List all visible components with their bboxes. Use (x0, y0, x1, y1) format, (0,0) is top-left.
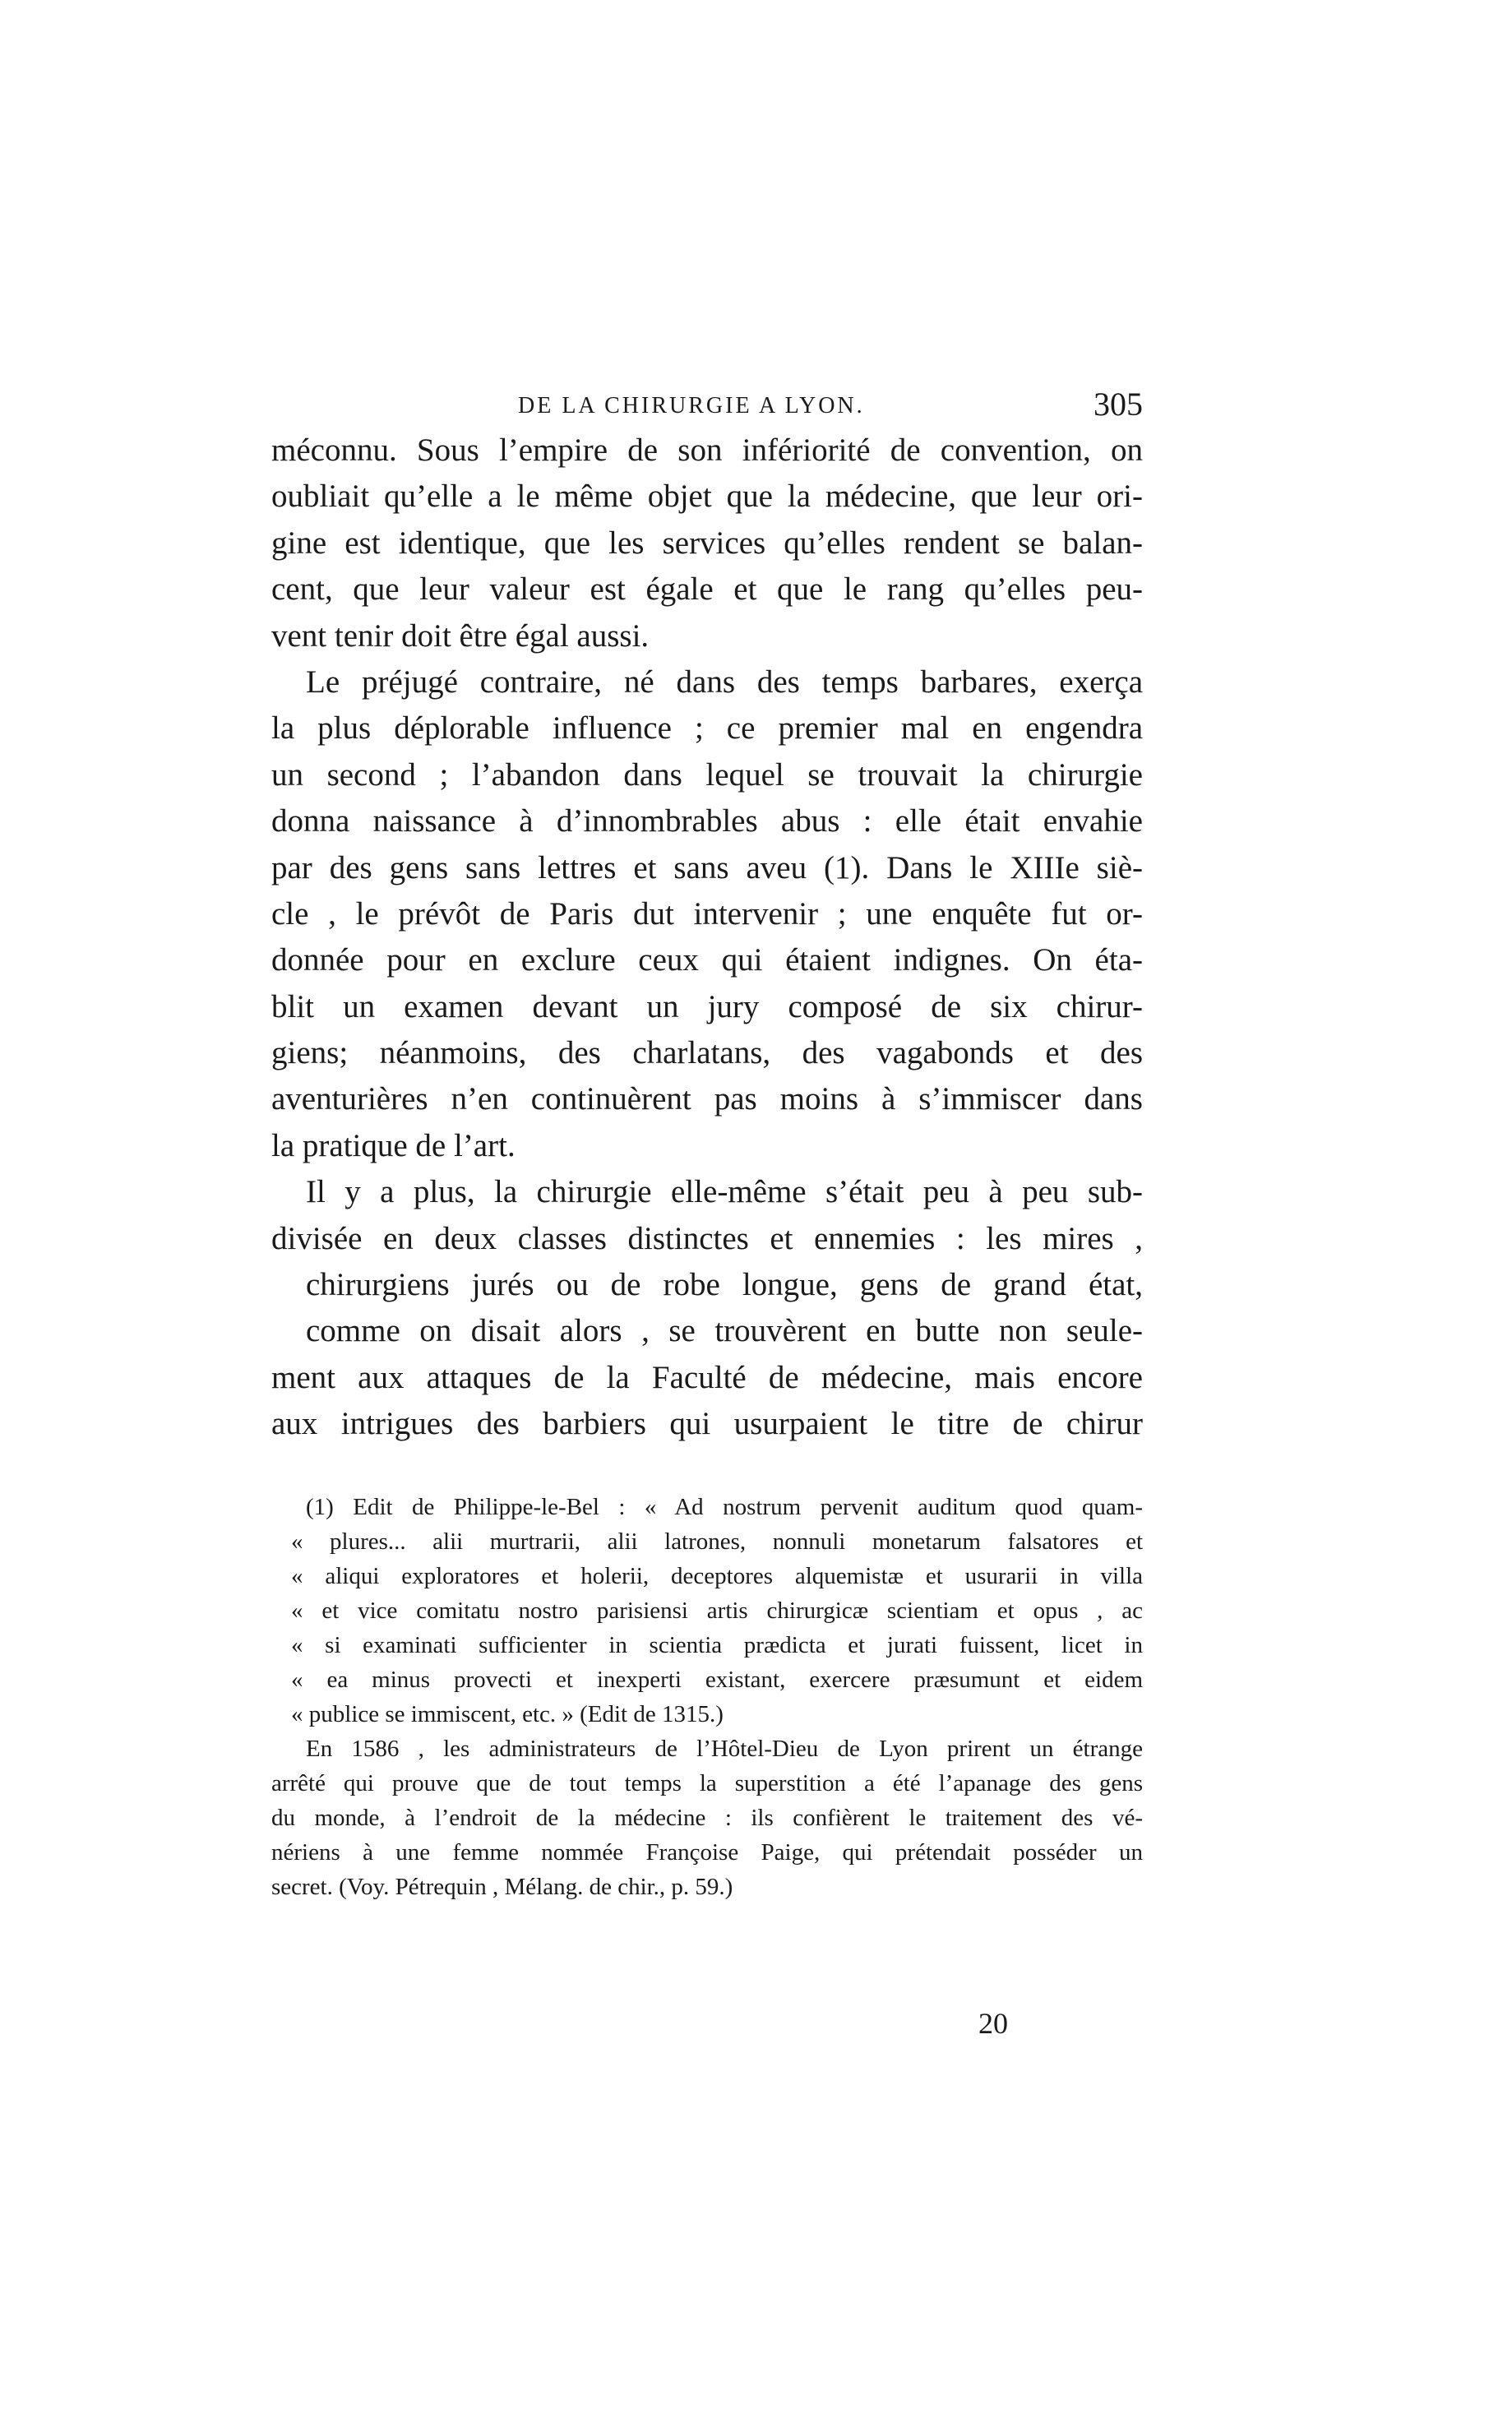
text-line: la plus déplorable influence ; ce premier mal en engendra (271, 710, 1143, 747)
text-line: aux intrigues des barbiers qui usurpaient le titre de chirur (271, 1406, 1143, 1442)
footnote-line: « plures... alii murtrarii, alii latrones, nonnuli monetarum falsatores et (291, 1528, 1143, 1555)
text-line: par des gens sans lettres et sans aveu (1). Dans le XIIIe siè- (271, 849, 1143, 885)
text-line: divisée en deux classes distinctes et ennemies : les mires , (271, 1220, 1143, 1256)
text-line: Il y a plus, la chirurgie elle-même s’était peu à peu sub- (306, 1174, 1143, 1210)
text-line: un second ; l’abandon dans lequel se trouvait la chirurgie (271, 756, 1143, 793)
text-line: méconnu. Sous l’empire de son infériorité de convention, on (271, 432, 1143, 468)
text-line: ment aux attaques de la Faculté de médecine, mais encore (271, 1359, 1143, 1395)
page-number: 305 (1094, 386, 1143, 423)
text-line: vent tenir doit être égal aussi. (271, 617, 650, 654)
text-line: chirurgiens jurés ou de robe longue, gens de grand état, (306, 1267, 1143, 1303)
text-line: comme on disait alors , se trouvèrent en butte non seule- (306, 1313, 1143, 1349)
footnote-line: secret. (Voy. Pétrequin , Mélang. de chir., p. 59.) (271, 1874, 733, 1900)
signature-mark: 20 (978, 2007, 1008, 2040)
text-line: cent, que leur valeur est égale et que le rang qu’elles peu- (271, 571, 1143, 608)
footnote-line: « aliqui exploratores et holerii, deceptores alquemistæ et usurarii in villa (291, 1563, 1143, 1589)
footnote-line: « si examinati sufficienter in scientia prædicta et jurati fuissent, licet in (291, 1632, 1143, 1658)
text-line: donna naissance à d’innombrables abus : elle était envahie (271, 803, 1143, 839)
footnote-line: « ea minus provecti et inexperti existant, exercere præsumunt et eidem (291, 1667, 1143, 1693)
footnote-line: « et vice comitatu nostro parisiensi artis chirurgicæ scientiam et opus , ac (291, 1598, 1143, 1624)
footnote-line: arrêté qui prouve que de tout temps la superstition a été l’apanage des gens (271, 1770, 1143, 1796)
footnote-line: nériens à une femme nommée Françoise Paige, qui prétendait posséder un (271, 1839, 1143, 1866)
text-line: la pratique de l’art. (271, 1127, 516, 1163)
footnote-line: du monde, à l’endroit de la médecine : ils confièrent le traitement des vé- (271, 1805, 1143, 1831)
running-title: DE LA CHIRURGIE A LYON. (518, 393, 865, 418)
footnote-line: En 1586 , les administrateurs de l’Hôtel-Dieu de Lyon prirent un étrange (306, 1736, 1143, 1762)
text-line: giens; néanmoins, des charlatans, des vagabonds et des (271, 1035, 1143, 1071)
footnotes (271, 1490, 1143, 1904)
running-head (271, 385, 1143, 434)
body-text (271, 428, 1143, 1448)
footnote-line: (1) Edit de Philippe-le-Bel : « Ad nostrum pervenit auditum quod quam- (306, 1494, 1143, 1520)
text-line: Le préjugé contraire, né dans des temps barbares, exerça (306, 664, 1143, 700)
text-line: gine est identique, que les services qu’elles rendent se balan- (271, 525, 1143, 561)
text-line: blit un examen devant un jury composé de six chirur- (271, 988, 1143, 1024)
text-line: donnée pour en exclure ceux qui étaient indignes. On éta- (271, 942, 1143, 978)
text-line: oubliait qu’elle a le même objet que la médecine, que leur ori- (271, 479, 1143, 515)
text-line: cle , le prévôt de Paris dut intervenir ; une enquête fut or- (271, 895, 1143, 932)
text-line: aventurières n’en continuèrent pas moins à s’immiscer dans (271, 1081, 1143, 1117)
footnote-line: « publice se immiscent, etc. » (Edit de 1315.) (291, 1701, 724, 1727)
